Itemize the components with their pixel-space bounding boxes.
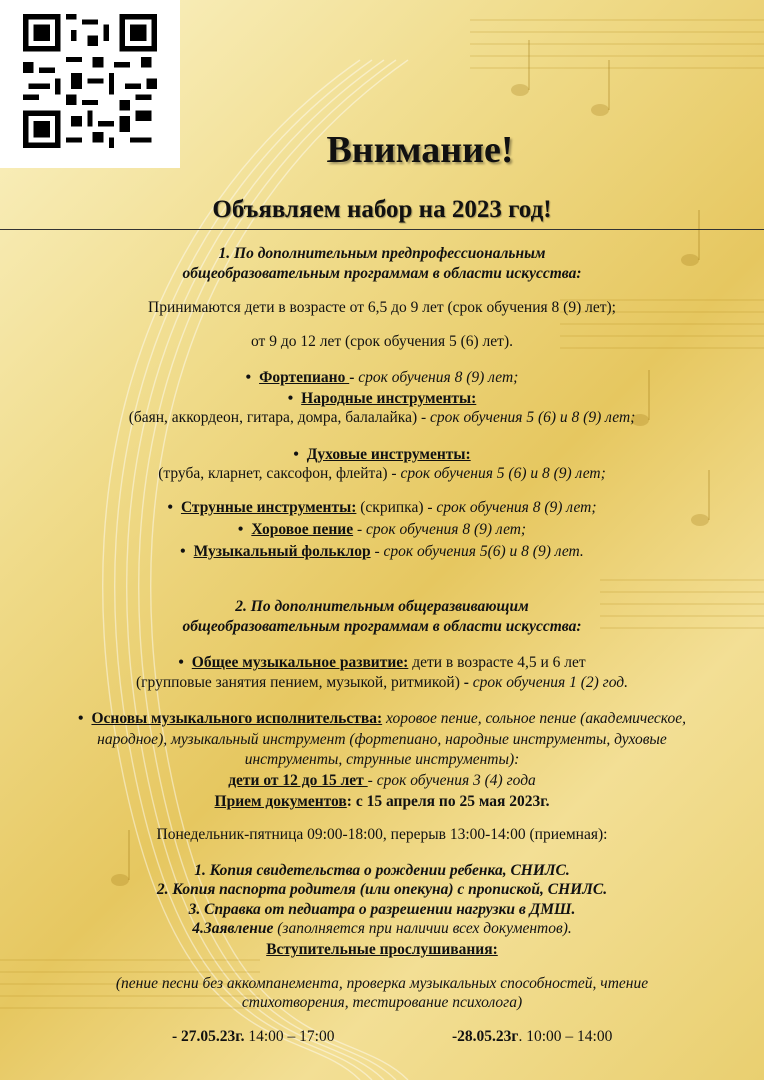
qr-code-icon (18, 14, 162, 148)
audition-slot-2: -28.05.23г. 10:00 – 14:00 (452, 1028, 613, 1045)
list-item-strings: • Струнные инструменты: (скрипка) - срок обучения 8 (9) лет; (0, 499, 764, 517)
age-line-2: от 9 до 12 лет (срок обучения 5 (6) лет). (251, 333, 513, 350)
page-title: Внимание! (326, 129, 514, 171)
section2-heading-2: общеобразовательным программам в области искусства: (182, 618, 582, 635)
section1-heading-2: общеобразовательным программам в области искусства: (182, 265, 582, 282)
list-item-wind-instruments: • Духовые инструменты: (0, 446, 764, 464)
document-item-3: 3. Справка от педиатра о разрешении нагрузки в ДМШ. (188, 901, 576, 918)
list-item-folk-detail: (баян, аккордеон, гитара, домра, балалайка) - срок обучения 5 (6) и 8 (9) лет; (128, 409, 636, 426)
program-name: Фортепиано (259, 369, 350, 386)
list-item-performance: • Основы музыкального исполнительства: хоровое пение, сольное пение (академическое, (0, 710, 764, 728)
list-item-piano: • Фортепиано - срок обучения 8 (9) лет; (0, 369, 764, 387)
section1-heading-1: 1. По дополнительным предпрофессиональным (218, 245, 546, 262)
page-subtitle: Объявляем набор на 2023 год! (212, 196, 552, 223)
auditions-note-2: стихотворения, тестирование психолога) (241, 994, 523, 1011)
performance-ages: дети от 12 до 15 лет - срок обучения 3 (4) года (228, 772, 536, 789)
qr-code[interactable] (0, 0, 180, 168)
documents-dates: Прием документов: с 15 апреля по 25 мая 2023г. (214, 793, 550, 810)
list-item-general-music: • Общее музыкальное развитие: дети в возрасте 4,5 и 6 лет (0, 654, 764, 672)
document-item-1: 1. Копия свидетельства о рождении ребенка, СНИЛС. (194, 862, 570, 879)
auditions-note-1: (пение песни без аккомпанемента, проверка музыкальных способностей, чтение (115, 975, 649, 992)
list-item-folk-instruments: • Народные инструменты: (0, 390, 764, 408)
performance-detail-2: народное), музыкальный инструмент (фортепиано, народные инструменты, духовые (97, 731, 667, 748)
list-item-folklore: • Музыкальный фольклор - срок обучения 5(6) и 8 (9) лет. (0, 543, 764, 561)
office-hours: Понедельник-пятница 09:00-18:00, перерыв 13:00-14:00 (приемная): (156, 826, 608, 843)
document-item-4: 4.Заявление (заполняется при наличии всех документов). (192, 920, 572, 937)
section2-heading-1: 2. По дополнительным общеразвивающим (235, 598, 529, 615)
document-item-2: 2. Копия паспорта родителя (или опекуна) с пропиской, СНИЛС. (156, 881, 608, 898)
auditions-heading: Вступительные прослушивания: (266, 941, 498, 958)
performance-detail-3: инструменты, струнные инструменты): (244, 751, 520, 768)
general-music-detail: (групповые занятия пением, музыкой, ритмикой) - срок обучения 1 (2) год. (136, 674, 628, 691)
audition-slot-1: - 27.05.23г. 14:00 – 17:00 (172, 1028, 335, 1045)
list-item-choir: • Хоровое пение - срок обучения 8 (9) лет; (0, 521, 764, 539)
divider (0, 229, 764, 230)
list-item-wind-detail: (труба, кларнет, саксофон, флейта) - срок обучения 5 (6) и 8 (9) лет; (158, 465, 606, 482)
age-line-1: Принимаются дети в возрасте от 6,5 до 9 лет (срок обучения 8 (9) лет); (148, 299, 616, 316)
